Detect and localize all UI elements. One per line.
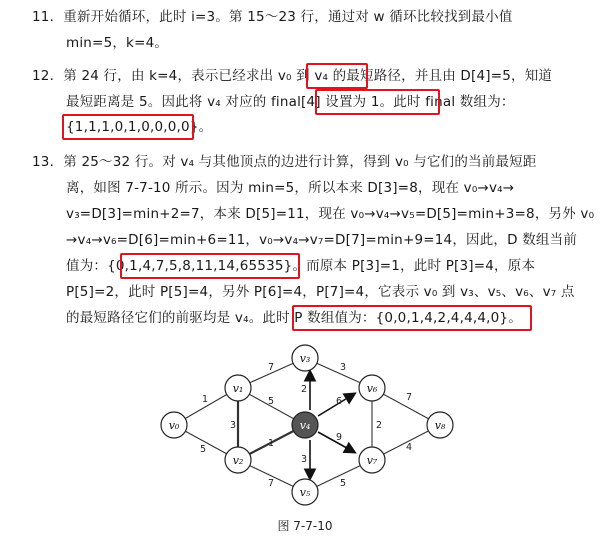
weight-v1-v2: 3: [230, 420, 237, 431]
paragraph-11-line-1: 11．重新开始循环，此时 i=3。第 15～23 行，通过对 w 循环比较找到最小值: [32, 9, 513, 25]
paragraph-13-line-5: 值为：{0,1,4,7,5,8,11,14,65535}。而原本 P[3]=1，此时 P[3]=4，原本: [66, 258, 536, 274]
node-v2-label: v₂: [232, 454, 244, 467]
node-v3: [292, 345, 318, 371]
node-v8: [427, 412, 453, 438]
node-v0-label: v₀: [168, 419, 180, 432]
weight-v0-v2: 5: [200, 444, 207, 455]
paragraph-13-line-1: 13．第 25～32 行。对 v₄ 与其他顶点的边进行计算，得到 v₀ 与它们的当前最短距: [32, 154, 537, 170]
paragraph-13-line-2: 离，如图 7-7-10 所示。因为 min=5，所以本来 D[3]=8，现在 v₀→v₄→: [66, 180, 515, 196]
paragraph-11-line-2: min=5，k=4。: [66, 35, 169, 51]
node-v6-label: v₆: [366, 382, 378, 395]
node-v7-label: v₇: [366, 454, 378, 467]
node-v1-label: v₁: [232, 382, 244, 395]
paragraph-12-line-3: {1,1,1,0,1,0,0,0,0}。: [66, 119, 213, 135]
weight-v6-v8: 7: [406, 392, 413, 403]
paragraph-13-line-3: v₃=D[3]=min+2=7，本来 D[5]=11，现在 v₀→v₄→v₅=D[5]=min+3=8，另外 v₀: [66, 206, 595, 222]
paragraph-13-line-6: P[5]=2，此时 P[5]=4，另外 P[6]=4，P[7]=4，它表示 v₀ 到 v₃、v₅、v₆、v₇ 点: [66, 284, 575, 300]
weight-v6-v7: 2: [376, 420, 383, 431]
node-v0: [161, 412, 187, 438]
node-v7: [359, 447, 385, 473]
node-v5: [292, 479, 318, 505]
weight-v7-v8: 4: [406, 442, 413, 453]
node-v2: [225, 447, 251, 473]
node-v4: [292, 412, 318, 438]
node-v3-label: v₃: [299, 352, 311, 365]
node-v5-label: v₅: [299, 486, 311, 499]
weight-v3-v4: 2: [301, 384, 308, 395]
weight-v3-v6: 3: [340, 362, 347, 373]
node-v4-label: v₄: [299, 419, 311, 432]
graph-nodes: [161, 345, 453, 505]
weight-v1-v3: 7: [268, 362, 275, 373]
paragraph-13-line-4: →v₄→v₆=D[6]=min+6=11，v₀→v₄→v₇=D[7]=min+9=14，因此，D 数组当前: [66, 232, 578, 248]
node-v6: [359, 375, 385, 401]
weight-v4-v7: 9: [336, 432, 343, 443]
weight-v2-v5: 7: [268, 478, 275, 489]
weight-v5-v7: 5: [340, 478, 347, 489]
weight-v2-v4: 1: [268, 438, 275, 449]
weight-v4-v5: 3: [301, 454, 308, 465]
figure-caption: 图 7-7-10: [277, 519, 333, 533]
weight-v0-v1: 1: [202, 394, 209, 405]
weight-v4-v6: 6: [336, 396, 343, 407]
node-v8-label: v₈: [434, 419, 446, 432]
node-v1: [225, 375, 251, 401]
paragraph-13-line-7: 的最短路径它们的前驱均是 v₄。此时 P 数组值为：{0,0,1,4,2,4,4,4,0}。: [66, 310, 522, 326]
weight-v1-v4: 5: [268, 396, 275, 407]
paragraph-12-line-1: 12．第 24 行，由 k=4，表示已经求出 v₀ 到 v₄ 的最短路径，并且由 D[4]=5，知道: [32, 68, 553, 84]
paragraph-12-line-2: 最短距离是 5。因此将 v₄ 对应的 final[4] 设置为 1。此时 final 数组为：: [66, 94, 515, 110]
graph-figure: [150, 340, 460, 510]
